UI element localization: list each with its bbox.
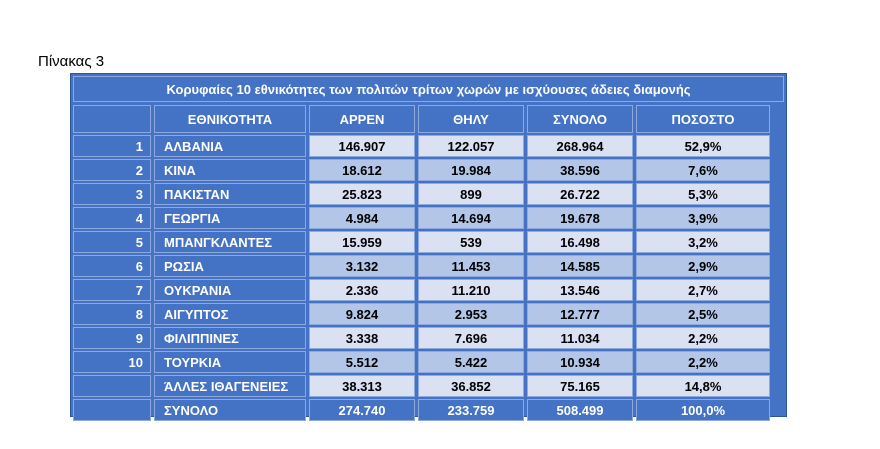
row-percentage: 5,3% [636,183,770,205]
table-row [73,255,784,277]
table-row [73,183,784,205]
table-row [73,327,784,349]
row-total: 38.596 [527,159,633,181]
header-male: ΑΡΡΕΝ [309,105,415,133]
row-male: 2.336 [309,279,415,301]
row-total: 12.777 [527,303,633,325]
row-total: 14.585 [527,255,633,277]
row-total: 16.498 [527,231,633,253]
row-percentage: 3,2% [636,231,770,253]
row-total: 11.034 [527,327,633,349]
row-index: 4 [73,207,151,229]
row-male: 5.512 [309,351,415,373]
row-total: 19.678 [527,207,633,229]
row-percentage: 52,9% [636,135,770,157]
row-female: 899 [418,183,524,205]
table-row [73,159,784,181]
row-male: 18.612 [309,159,415,181]
table-title: Κορυφαίες 10 εθνικότητες των πολιτών τρίτων χωρών με ισχύουσες άδειες διαμονής [73,76,784,102]
table-row [73,351,784,373]
row-total: 75.165 [527,375,633,397]
total-total: 508.499 [527,399,633,421]
row-total: 13.546 [527,279,633,301]
nationalities-table [70,73,787,417]
row-male: 146.907 [309,135,415,157]
row-nationality: ΓΕΩΡΓΙΑ [154,207,306,229]
row-female: 14.694 [418,207,524,229]
table-row [73,375,784,397]
total-index [73,399,151,421]
total-label: ΣΥΝΟΛΟ [154,399,306,421]
row-nationality: ΑΛΒΑΝΙΑ [154,135,306,157]
row-male: 3.338 [309,327,415,349]
row-percentage: 2,2% [636,327,770,349]
row-nationality: ΆΛΛΕΣ ΙΘΑΓΕΝΕΙΕΣ [154,375,306,397]
total-row [73,399,784,421]
row-index: 10 [73,351,151,373]
table-caption: Πίνακας 3 [38,53,105,70]
row-female: 11.210 [418,279,524,301]
row-nationality: ΠΑΚΙΣΤΑΝ [154,183,306,205]
row-nationality: ΚΙΝΑ [154,159,306,181]
row-female: 5.422 [418,351,524,373]
row-percentage: 14,8% [636,375,770,397]
total-percentage: 100,0% [636,399,770,421]
row-total: 26.722 [527,183,633,205]
row-percentage: 3,9% [636,207,770,229]
row-index [73,375,151,397]
row-female: 539 [418,231,524,253]
row-female: 11.453 [418,255,524,277]
row-index: 5 [73,231,151,253]
header-row [73,105,784,133]
row-index: 9 [73,327,151,349]
total-female: 233.759 [418,399,524,421]
header-nationality: ΕΘΝΙΚΟΤΗΤΑ [154,105,306,133]
table-row [73,207,784,229]
table-row [73,231,784,253]
row-female: 36.852 [418,375,524,397]
header-percentage: ΠΟΣΟΣΤΟ [636,105,770,133]
row-percentage: 2,9% [636,255,770,277]
row-male: 4.984 [309,207,415,229]
row-percentage: 2,5% [636,303,770,325]
row-total: 268.964 [527,135,633,157]
header-total: ΣΥΝΟΛΟ [527,105,633,133]
row-percentage: 7,6% [636,159,770,181]
row-index: 6 [73,255,151,277]
row-male: 9.824 [309,303,415,325]
row-percentage: 2,2% [636,351,770,373]
table-row [73,303,784,325]
row-nationality: ΜΠΑΝΓΚΛΑΝΤΕΣ [154,231,306,253]
row-total: 10.934 [527,351,633,373]
row-male: 3.132 [309,255,415,277]
row-percentage: 2,7% [636,279,770,301]
row-male: 38.313 [309,375,415,397]
row-female: 19.984 [418,159,524,181]
table-row [73,135,784,157]
row-nationality: ΦΙΛΙΠΠΙΝΕΣ [154,327,306,349]
row-nationality: ΟΥΚΡΑΝΙΑ [154,279,306,301]
row-nationality: ΤΟΥΡΚΙΑ [154,351,306,373]
row-female: 122.057 [418,135,524,157]
header-female: ΘΗΛΥ [418,105,524,133]
row-female: 2.953 [418,303,524,325]
row-index: 8 [73,303,151,325]
row-male: 25.823 [309,183,415,205]
row-index: 2 [73,159,151,181]
row-nationality: ΑΙΓΥΠΤΟΣ [154,303,306,325]
row-index: 7 [73,279,151,301]
row-female: 7.696 [418,327,524,349]
header-index [73,105,151,133]
row-index: 3 [73,183,151,205]
row-nationality: ΡΩΣΙΑ [154,255,306,277]
row-male: 15.959 [309,231,415,253]
table-row [73,279,784,301]
total-male: 274.740 [309,399,415,421]
row-index: 1 [73,135,151,157]
